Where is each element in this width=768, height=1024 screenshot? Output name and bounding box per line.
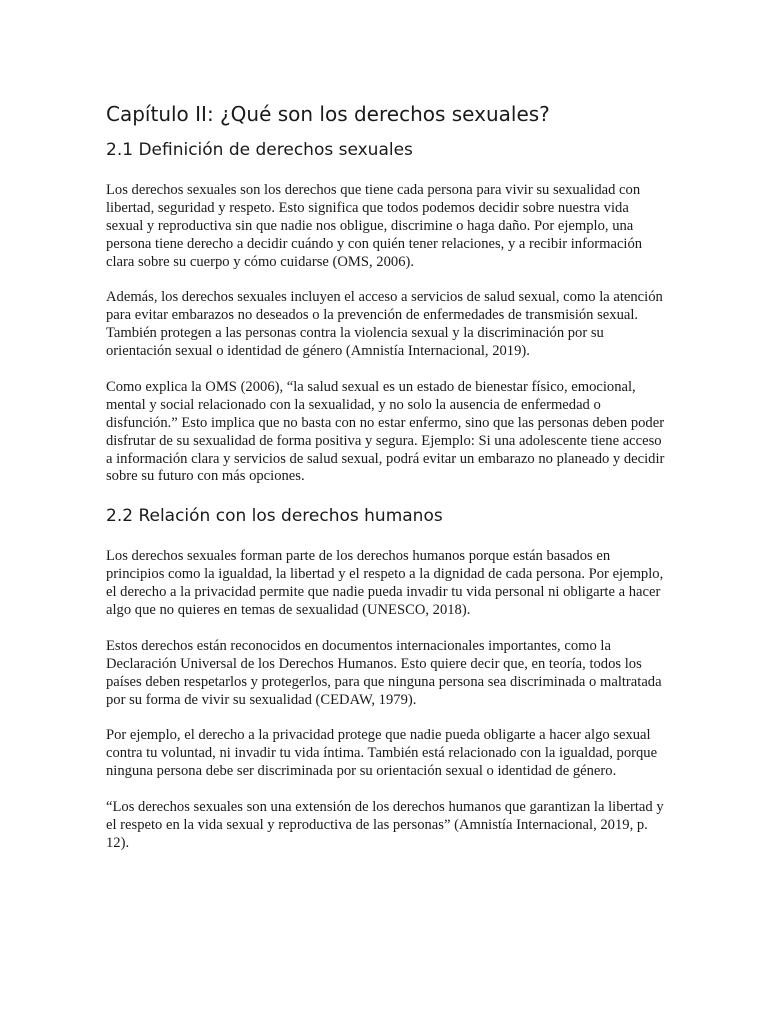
paragraph: Los derechos sexuales son los derechos que tiene cada persona para vivir su sexualidad con libertad, seguridad y respeto. Esto significa que todos podemos decidir sobre nuestra vida sexual y reproductiva sin que nadie nos obligue, discrimine o haga daño. Por ejemplo, una persona tiene derecho a decidir cuándo y con quién tener relaciones, y a recibir información clara sobre su cuerpo y cómo cuidarse (OMS, 2006). <box>106 182 643 270</box>
paragraph: Por ejemplo, el derecho a la privacidad protege que nadie pueda obligarte a hacer algo sexual contra tu voluntad, ni invadir tu vida íntima. También está relacionado con la igualdad, porque ninguna persona debe ser discriminada por su orientación sexual o identidad de género. <box>106 727 658 780</box>
paragraph: Además, los derechos sexuales incluyen el acceso a servicios de salud sexual, como la atención para evitar embarazos no deseados o la prevención de enfermedades de transmisión sexual. También protegen a las personas contra la violencia sexual y la discriminación por su orientación sexual o identidad de género (Amnistía Internacional, 2019). <box>106 289 663 360</box>
quote-paragraph: “Los derechos sexuales son una extensión de los derechos humanos que garantizan la libertad y el respeto en la vida sexual y reproductiva de las personas” (Amnistía Internacional, 2019, p. 12). <box>106 798 664 851</box>
section-heading-2-1: 2.1 Definición de derechos sexuales <box>106 140 413 160</box>
document-body <box>106 100 666 871</box>
paragraph: Como explica la OMS (2006), “la salud sexual es un estado de bienestar físico, emocional, mental y social relacionado con la sexualidad, y no solo la ausencia de enfermedad o disfunción.” Esto implica que no basta con no estar enfermo, sino que las personas deben poder disfrutar de su sexualidad de forma positiva y segura. Ejemplo: Si una adolescente tiene acceso a información clara y servicios de salud sexual, podrá evitar un embarazo no planeado y decidir sobre su futuro con más opciones. <box>106 378 665 485</box>
paragraph: Los derechos sexuales forman parte de los derechos humanos porque están basados en principios como la igualdad, la libertad y el respeto a la dignidad de cada persona. Por ejemplo, el derecho a la privacidad permite que nadie pueda invadir tu vida personal ni obligarte a hacer algo que no quieres en temas de sexualidad (UNESCO, 2018). <box>106 548 664 618</box>
section-heading-2-2: 2.2 Relación con los derechos humanos <box>106 506 443 527</box>
paragraph: Estos derechos están reconocidos en documentos internacionales importantes, como la Declaración Universal de los Derechos Humanos. Esto quiere decir que, en teoría, todos los países deben respetarlos y protegerlos, para que ninguna persona sea discriminada o maltratada por su forma de vivir su sexualidad (CEDAW, 1979). <box>106 637 662 708</box>
chapter-title: Capítulo II: ¿Qué son los derechos sexuales? <box>106 102 550 126</box>
